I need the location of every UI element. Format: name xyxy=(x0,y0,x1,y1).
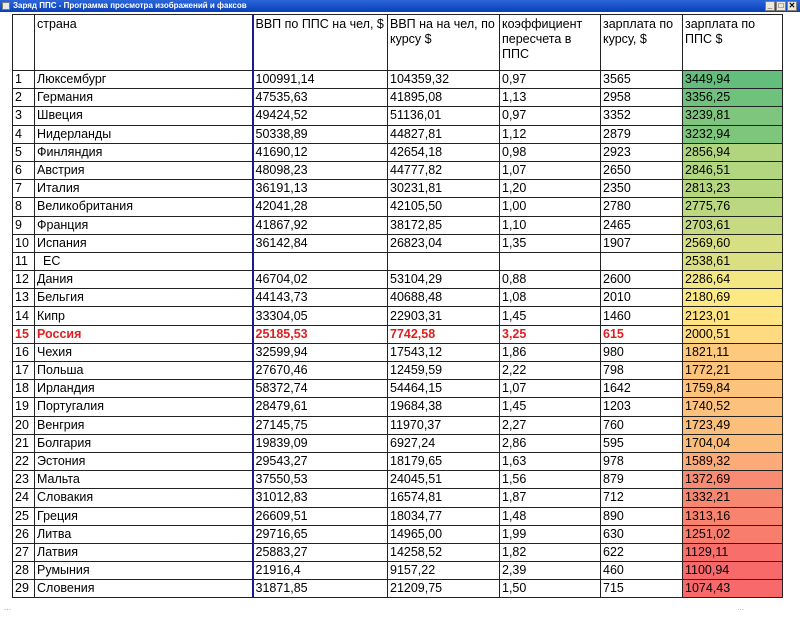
table-row xyxy=(13,198,783,216)
salary-ppp-cell: 2813,23 xyxy=(683,180,783,198)
gdp-rate-cell: 42105,50 xyxy=(388,198,500,216)
header-salary-ppp: зарплата по ППС $ xyxy=(683,15,783,71)
country-cell: Кипр xyxy=(35,307,253,325)
salary-ppp-cell: 2123,01 xyxy=(683,307,783,325)
gdp-rate-cell xyxy=(388,252,500,270)
coef-cell: 1,45 xyxy=(500,307,601,325)
header-coef: коэффициент пересчета в ППС xyxy=(500,15,601,71)
country-cell: Греция xyxy=(35,507,253,525)
table-row xyxy=(13,398,783,416)
coef-cell: 1,08 xyxy=(500,289,601,307)
salary-rate-cell: 1642 xyxy=(601,380,683,398)
table-row xyxy=(13,252,783,270)
table-row xyxy=(13,234,783,252)
gdp-rate-cell: 18179,65 xyxy=(388,452,500,470)
salary-rate-cell: 622 xyxy=(601,543,683,561)
coef-cell: 1,12 xyxy=(500,125,601,143)
gdp-ppp-cell: 47535,63 xyxy=(253,89,388,107)
row-num: 29 xyxy=(13,580,35,598)
country-cell: Словения xyxy=(35,580,253,598)
salary-ppp-cell: 1313,16 xyxy=(683,507,783,525)
salary-ppp-cell: 1074,43 xyxy=(683,580,783,598)
gdp-rate-cell: 38172,85 xyxy=(388,216,500,234)
gdp-rate-cell: 16574,81 xyxy=(388,489,500,507)
gdp-ppp-cell: 32599,94 xyxy=(253,343,388,361)
gdp-rate-cell: 14965,00 xyxy=(388,525,500,543)
gdp-rate-cell: 18034,77 xyxy=(388,507,500,525)
row-num: 17 xyxy=(13,362,35,380)
salary-ppp-cell: 1723,49 xyxy=(683,416,783,434)
salary-ppp-cell: 1129,11 xyxy=(683,543,783,561)
coef-cell: 2,86 xyxy=(500,434,601,452)
gdp-ppp-cell: 58372,74 xyxy=(253,380,388,398)
coef-cell: 1,56 xyxy=(500,471,601,489)
coef-cell: 1,20 xyxy=(500,180,601,198)
table-row xyxy=(13,107,783,125)
gdp-rate-cell: 40688,48 xyxy=(388,289,500,307)
salary-rate-cell: 1203 xyxy=(601,398,683,416)
salary-ppp-cell: 1740,52 xyxy=(683,398,783,416)
salary-ppp-cell: 2856,94 xyxy=(683,143,783,161)
salary-rate-cell: 1907 xyxy=(601,234,683,252)
gdp-rate-cell: 44827,81 xyxy=(388,125,500,143)
country-cell: Швеция xyxy=(35,107,253,125)
salary-ppp-cell: 2180,69 xyxy=(683,289,783,307)
salary-ppp-cell: 2286,64 xyxy=(683,271,783,289)
table-row xyxy=(13,543,783,561)
salary-rate-cell: 715 xyxy=(601,580,683,598)
coef-cell: 2,27 xyxy=(500,416,601,434)
gdp-rate-cell: 22903,31 xyxy=(388,307,500,325)
gdp-rate-cell: 42654,18 xyxy=(388,143,500,161)
gdp-rate-cell: 24045,51 xyxy=(388,471,500,489)
gdp-ppp-cell: 28479,61 xyxy=(253,398,388,416)
coef-cell: 1,86 xyxy=(500,343,601,361)
salary-rate-cell: 2350 xyxy=(601,180,683,198)
gdp-rate-cell: 17543,12 xyxy=(388,343,500,361)
salary-ppp-cell: 3232,94 xyxy=(683,125,783,143)
coef-cell: 1,82 xyxy=(500,543,601,561)
gdp-ppp-cell: 25883,27 xyxy=(253,543,388,561)
gdp-rate-cell: 54464,15 xyxy=(388,380,500,398)
table-row xyxy=(13,362,783,380)
table-row xyxy=(13,180,783,198)
gdp-rate-cell: 44777,82 xyxy=(388,161,500,179)
table-row xyxy=(13,289,783,307)
row-num: 24 xyxy=(13,489,35,507)
salary-rate-cell: 3565 xyxy=(601,71,683,89)
gdp-ppp-cell: 19839,09 xyxy=(253,434,388,452)
coef-cell: 1,63 xyxy=(500,452,601,470)
row-num: 23 xyxy=(13,471,35,489)
row-num: 10 xyxy=(13,234,35,252)
salary-ppp-cell: 1589,32 xyxy=(683,452,783,470)
country-cell: Венгрия xyxy=(35,416,253,434)
gdp-ppp-cell: 33304,05 xyxy=(253,307,388,325)
country-cell: Словакия xyxy=(35,489,253,507)
coef-cell: 1,10 xyxy=(500,216,601,234)
country-cell: Великобритания xyxy=(35,198,253,216)
salary-rate-cell: 890 xyxy=(601,507,683,525)
gdp-rate-cell: 53104,29 xyxy=(388,271,500,289)
salary-rate-cell: 460 xyxy=(601,562,683,580)
table-row xyxy=(13,416,783,434)
coef-cell: 0,98 xyxy=(500,143,601,161)
row-num: 15 xyxy=(13,325,35,343)
salary-rate-cell: 798 xyxy=(601,362,683,380)
coef-cell: 1,50 xyxy=(500,580,601,598)
row-num: 20 xyxy=(13,416,35,434)
salary-table xyxy=(12,14,783,598)
salary-rate-cell: 2600 xyxy=(601,271,683,289)
coef-cell: 1,35 xyxy=(500,234,601,252)
row-num: 9 xyxy=(13,216,35,234)
country-cell: Латвия xyxy=(35,543,253,561)
gdp-ppp-cell: 48098,23 xyxy=(253,161,388,179)
coef-cell: 1,07 xyxy=(500,380,601,398)
salary-rate-cell: 978 xyxy=(601,452,683,470)
row-num: 14 xyxy=(13,307,35,325)
gdp-rate-cell: 19684,38 xyxy=(388,398,500,416)
country-cell: Франция xyxy=(35,216,253,234)
table-row xyxy=(13,307,783,325)
coef-cell: 1,99 xyxy=(500,525,601,543)
salary-ppp-cell: 2569,60 xyxy=(683,234,783,252)
coef-cell: 1,07 xyxy=(500,161,601,179)
table-row xyxy=(13,525,783,543)
window-titlebar xyxy=(0,0,800,12)
row-num: 7 xyxy=(13,180,35,198)
header-country: страна xyxy=(35,15,253,71)
table-row xyxy=(13,580,783,598)
header-gdp-ppp: ВВП по ППС на чел, $ xyxy=(253,15,388,71)
table-row xyxy=(13,125,783,143)
table-row xyxy=(13,271,783,289)
table-row xyxy=(13,71,783,89)
gdp-ppp-cell: 37550,53 xyxy=(253,471,388,489)
country-cell: Литва xyxy=(35,525,253,543)
country-cell: Люксембург xyxy=(35,71,253,89)
salary-rate-cell: 879 xyxy=(601,471,683,489)
country-cell: Чехия xyxy=(35,343,253,361)
table-row xyxy=(13,143,783,161)
table-row xyxy=(13,325,783,343)
row-num: 5 xyxy=(13,143,35,161)
country-cell: Бельгия xyxy=(35,289,253,307)
salary-rate-cell: 2923 xyxy=(601,143,683,161)
image-viewport xyxy=(0,12,800,640)
row-num: 12 xyxy=(13,271,35,289)
row-num: 26 xyxy=(13,525,35,543)
salary-ppp-cell: 1704,04 xyxy=(683,434,783,452)
table-row xyxy=(13,434,783,452)
gdp-rate-cell: 21209,75 xyxy=(388,580,500,598)
salary-ppp-cell: 3449,94 xyxy=(683,71,783,89)
coef-cell: 2,39 xyxy=(500,562,601,580)
salary-ppp-cell: 1759,84 xyxy=(683,380,783,398)
country-cell: Австрия xyxy=(35,161,253,179)
gdp-ppp-cell: 42041,28 xyxy=(253,198,388,216)
salary-ppp-cell: 2846,51 xyxy=(683,161,783,179)
salary-rate-cell: 980 xyxy=(601,343,683,361)
gdp-ppp-cell: 46704,02 xyxy=(253,271,388,289)
gdp-rate-cell: 104359,32 xyxy=(388,71,500,89)
row-num: 19 xyxy=(13,398,35,416)
row-num: 13 xyxy=(13,289,35,307)
scroll-marker-right: ⋯ xyxy=(737,607,744,614)
table-row xyxy=(13,89,783,107)
country-cell: Эстония xyxy=(35,452,253,470)
salary-ppp-cell: 1251,02 xyxy=(683,525,783,543)
gdp-ppp-cell xyxy=(253,252,388,270)
table-row xyxy=(13,161,783,179)
row-num: 25 xyxy=(13,507,35,525)
country-cell: Болгария xyxy=(35,434,253,452)
coef-cell: 0,88 xyxy=(500,271,601,289)
country-cell: Ирландия xyxy=(35,380,253,398)
coef-cell: 0,97 xyxy=(500,107,601,125)
salary-ppp-cell: 3239,81 xyxy=(683,107,783,125)
gdp-ppp-cell: 29716,65 xyxy=(253,525,388,543)
salary-rate-cell: 3352 xyxy=(601,107,683,125)
gdp-rate-cell: 9157,22 xyxy=(388,562,500,580)
country-cell: Испания xyxy=(35,234,253,252)
table-row xyxy=(13,471,783,489)
salary-ppp-cell: 3356,25 xyxy=(683,89,783,107)
gdp-ppp-cell: 31871,85 xyxy=(253,580,388,598)
country-cell: Мальта xyxy=(35,471,253,489)
salary-rate-cell: 595 xyxy=(601,434,683,452)
gdp-ppp-cell: 25185,53 xyxy=(253,325,388,343)
salary-ppp-cell: 1821,11 xyxy=(683,343,783,361)
gdp-ppp-cell: 49424,52 xyxy=(253,107,388,125)
table-row xyxy=(13,562,783,580)
coef-cell: 1,00 xyxy=(500,198,601,216)
gdp-rate-cell: 41895,08 xyxy=(388,89,500,107)
gdp-ppp-cell: 100991,14 xyxy=(253,71,388,89)
gdp-ppp-cell: 31012,83 xyxy=(253,489,388,507)
table-row xyxy=(13,489,783,507)
table-row xyxy=(13,343,783,361)
gdp-ppp-cell: 41690,12 xyxy=(253,143,388,161)
row-num: 4 xyxy=(13,125,35,143)
country-cell: Португалия xyxy=(35,398,253,416)
gdp-rate-cell: 30231,81 xyxy=(388,180,500,198)
salary-rate-cell: 615 xyxy=(601,325,683,343)
gdp-rate-cell: 6927,24 xyxy=(388,434,500,452)
coef-cell: 1,45 xyxy=(500,398,601,416)
salary-rate-cell xyxy=(601,252,683,270)
country-cell: Дания xyxy=(35,271,253,289)
window-title: Заряд ППС - Программа просмотра изображений и факсов xyxy=(13,1,247,10)
gdp-ppp-cell: 27670,46 xyxy=(253,362,388,380)
scroll-marker-left: ⋯ xyxy=(4,607,11,614)
table-header-row xyxy=(13,15,783,71)
country-cell: Нидерланды xyxy=(35,125,253,143)
salary-rate-cell: 2465 xyxy=(601,216,683,234)
gdp-rate-cell: 7742,58 xyxy=(388,325,500,343)
salary-rate-cell: 1460 xyxy=(601,307,683,325)
salary-rate-cell: 630 xyxy=(601,525,683,543)
gdp-ppp-cell: 26609,51 xyxy=(253,507,388,525)
salary-ppp-cell: 1332,21 xyxy=(683,489,783,507)
row-num: 8 xyxy=(13,198,35,216)
country-cell: Финляндия xyxy=(35,143,253,161)
gdp-ppp-cell: 29543,27 xyxy=(253,452,388,470)
row-num: 1 xyxy=(13,71,35,89)
salary-rate-cell: 760 xyxy=(601,416,683,434)
country-cell: Германия xyxy=(35,89,253,107)
row-num: 11 xyxy=(13,252,35,270)
gdp-rate-cell: 51136,01 xyxy=(388,107,500,125)
salary-rate-cell: 712 xyxy=(601,489,683,507)
gdp-ppp-cell: 36191,13 xyxy=(253,180,388,198)
gdp-ppp-cell: 21916,4 xyxy=(253,562,388,580)
gdp-ppp-cell: 36142,84 xyxy=(253,234,388,252)
header-salary-rate: зарплата по курсу, $ xyxy=(601,15,683,71)
app-icon xyxy=(2,2,10,10)
salary-rate-cell: 2010 xyxy=(601,289,683,307)
row-num: 22 xyxy=(13,452,35,470)
table-row xyxy=(13,216,783,234)
salary-rate-cell: 2879 xyxy=(601,125,683,143)
coef-cell: 2,22 xyxy=(500,362,601,380)
row-num: 16 xyxy=(13,343,35,361)
row-num: 28 xyxy=(13,562,35,580)
salary-rate-cell: 2958 xyxy=(601,89,683,107)
salary-ppp-cell: 1372,69 xyxy=(683,471,783,489)
coef-cell: 1,87 xyxy=(500,489,601,507)
gdp-rate-cell: 11970,37 xyxy=(388,416,500,434)
table-row xyxy=(13,507,783,525)
table-row xyxy=(13,452,783,470)
row-num: 18 xyxy=(13,380,35,398)
salary-ppp-cell: 1772,21 xyxy=(683,362,783,380)
gdp-rate-cell: 26823,04 xyxy=(388,234,500,252)
gdp-ppp-cell: 44143,73 xyxy=(253,289,388,307)
header-num xyxy=(13,15,35,71)
row-num: 3 xyxy=(13,107,35,125)
country-cell: ЕС xyxy=(35,252,253,270)
table-body xyxy=(13,15,783,598)
salary-ppp-cell: 1100,94 xyxy=(683,562,783,580)
salary-rate-cell: 2780 xyxy=(601,198,683,216)
salary-ppp-cell: 2703,61 xyxy=(683,216,783,234)
coef-cell: 1,48 xyxy=(500,507,601,525)
country-cell: Россия xyxy=(35,325,253,343)
coef-cell: 3,25 xyxy=(500,325,601,343)
gdp-rate-cell: 14258,52 xyxy=(388,543,500,561)
gdp-ppp-cell: 41867,92 xyxy=(253,216,388,234)
coef-cell: 1,13 xyxy=(500,89,601,107)
minimize-button[interactable]: _ xyxy=(765,1,775,11)
country-cell: Польша xyxy=(35,362,253,380)
row-num: 6 xyxy=(13,161,35,179)
salary-ppp-cell: 2538,61 xyxy=(683,252,783,270)
close-button[interactable]: ✕ xyxy=(788,1,796,10)
coef-cell: 0,97 xyxy=(500,71,601,89)
salary-ppp-cell: 2000,51 xyxy=(683,325,783,343)
row-num: 27 xyxy=(13,543,35,561)
header-gdp-rate: ВВП на на чел, по курсу $ xyxy=(388,15,500,71)
gdp-rate-cell: 12459,59 xyxy=(388,362,500,380)
gdp-ppp-cell: 27145,75 xyxy=(253,416,388,434)
maximize-button[interactable]: □ xyxy=(776,1,786,11)
salary-ppp-cell: 2775,76 xyxy=(683,198,783,216)
salary-rate-cell: 2650 xyxy=(601,161,683,179)
table-row xyxy=(13,380,783,398)
country-cell: Италия xyxy=(35,180,253,198)
coef-cell xyxy=(500,252,601,270)
row-num: 21 xyxy=(13,434,35,452)
gdp-ppp-cell: 50338,89 xyxy=(253,125,388,143)
row-num: 2 xyxy=(13,89,35,107)
country-cell: Румыния xyxy=(35,562,253,580)
